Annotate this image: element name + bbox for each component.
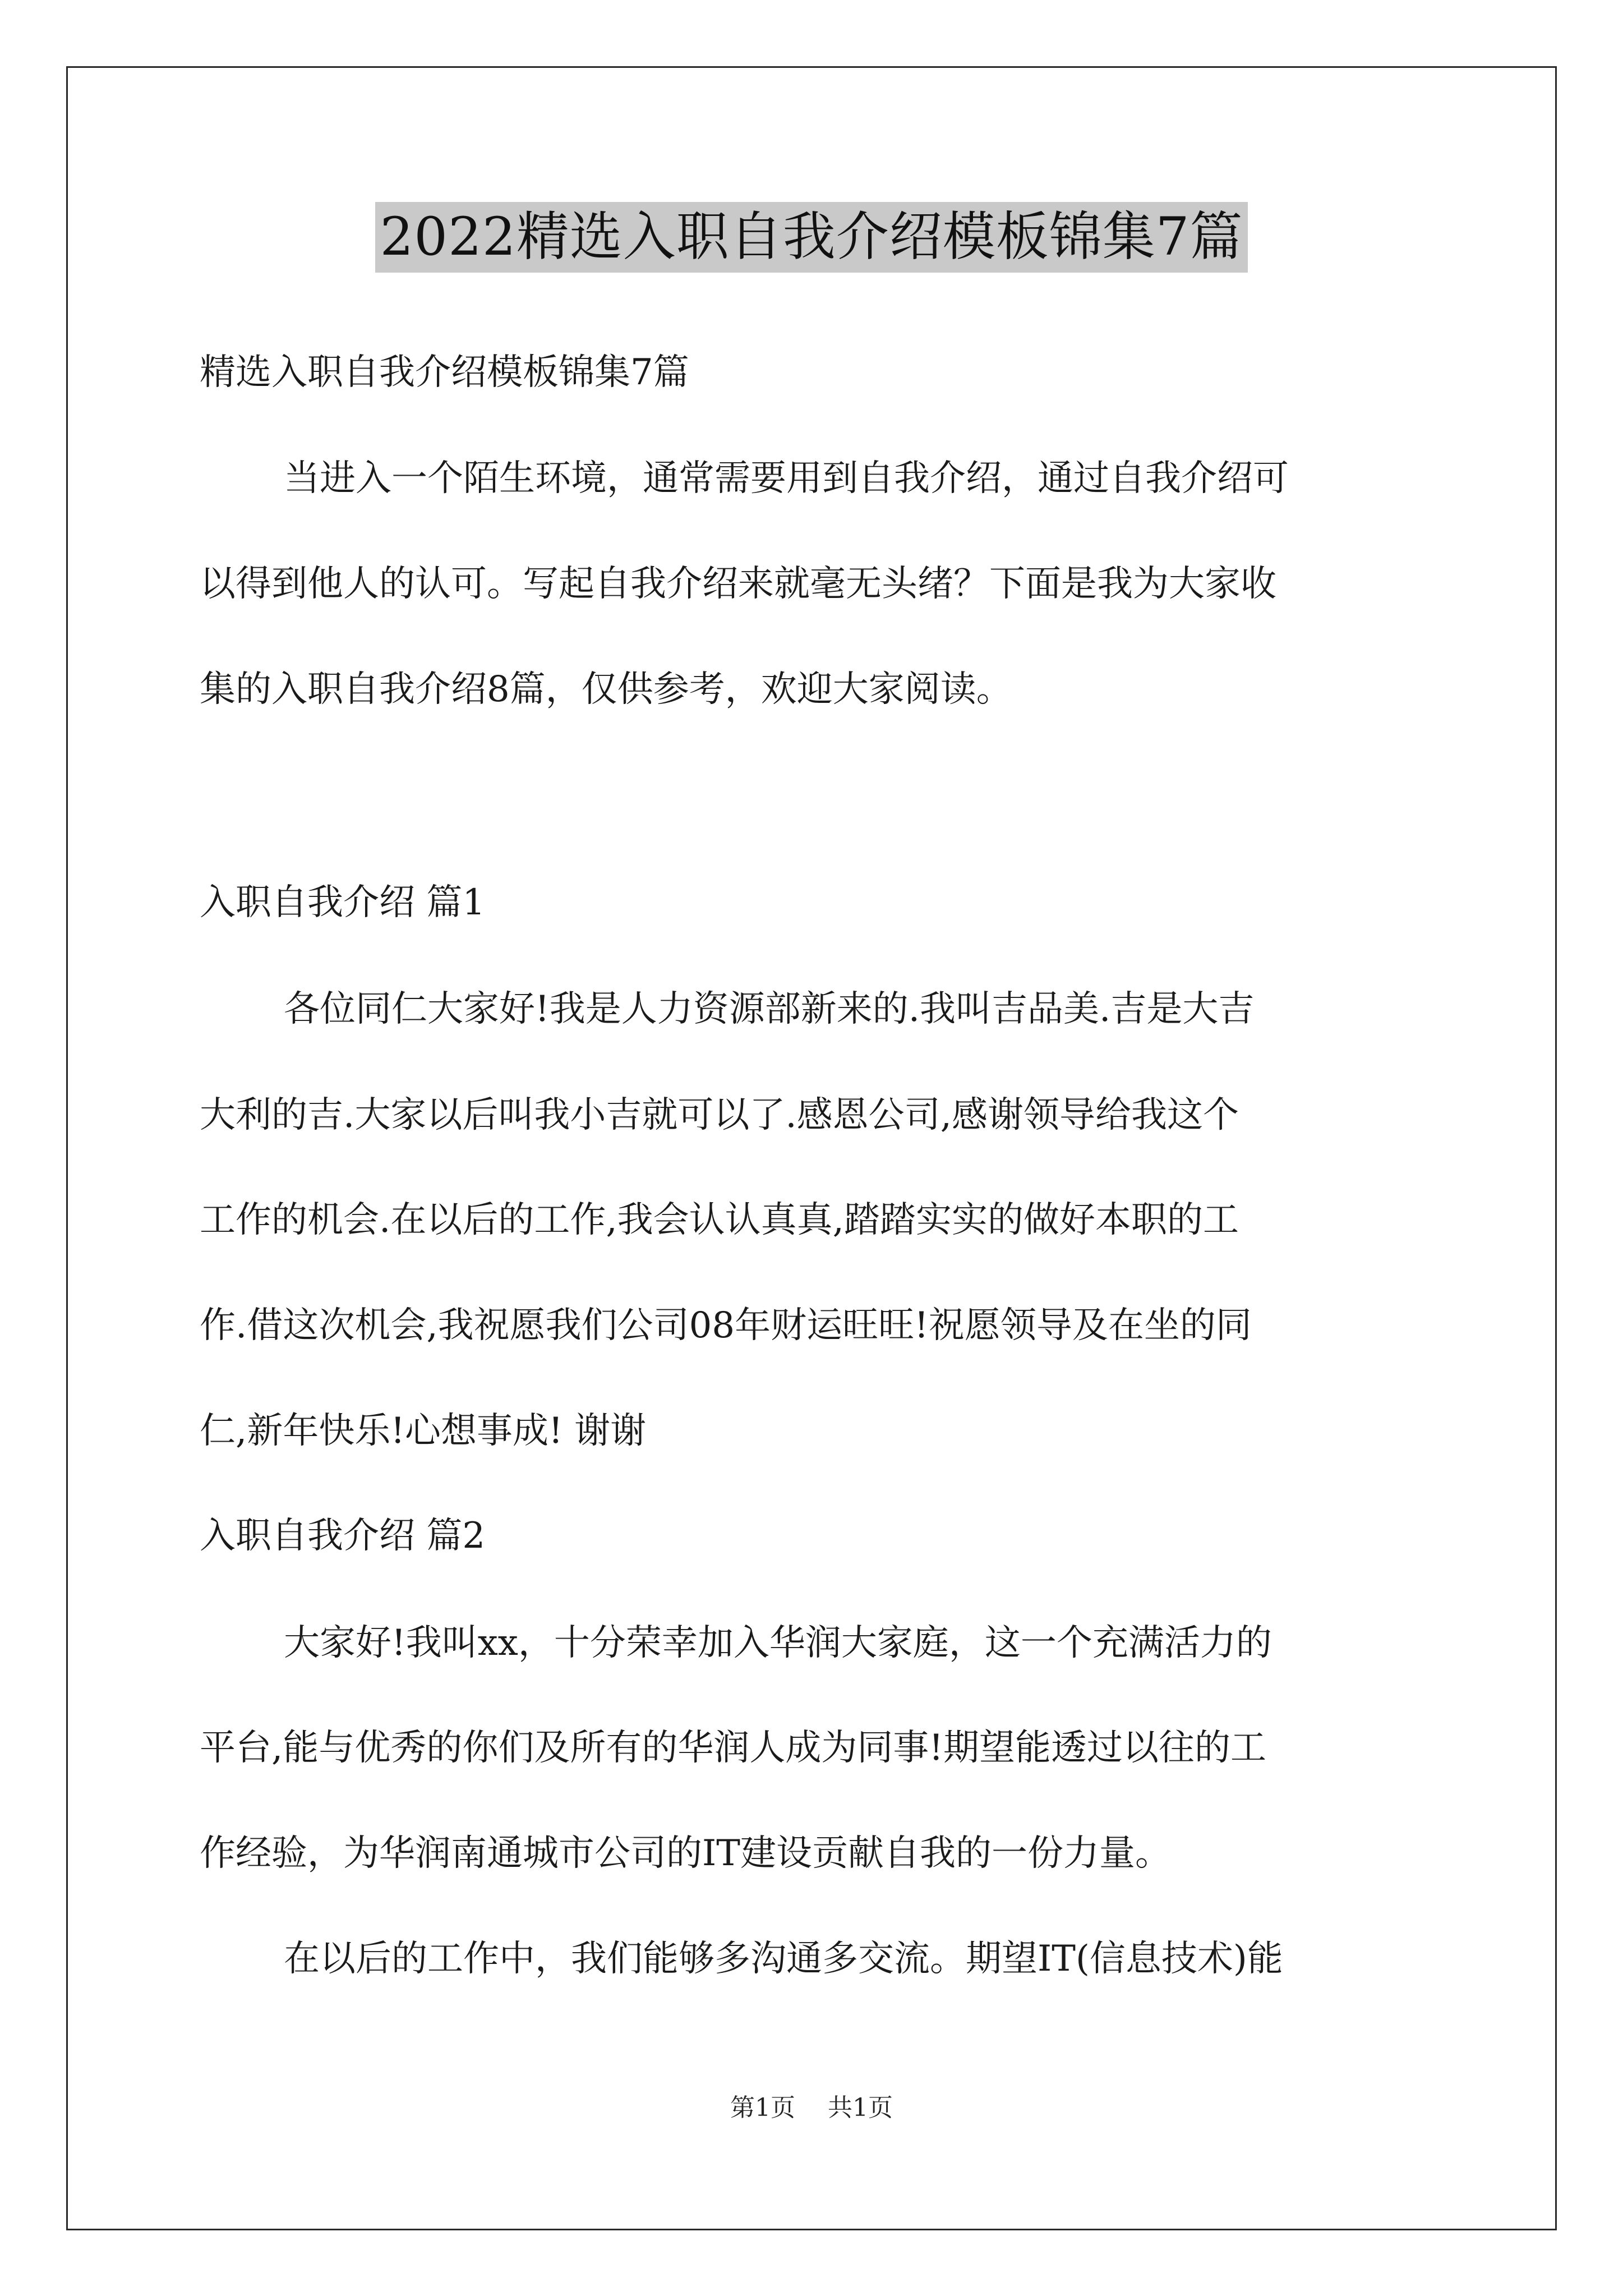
paragraph-line: 大利的吉.大家以后叫我小吉就可以了.感恩公司,感谢领导给我这个	[200, 1094, 1239, 1136]
paragraph-line: 平台,能与优秀的你们及所有的华润人成为同事!期望能透过以往的工	[200, 1727, 1267, 1769]
subtitle: 精选入职自我介绍模板锦集7篇	[200, 352, 689, 393]
section-heading: 入职自我介绍 篇2	[200, 1515, 486, 1557]
section-heading: 入职自我介绍 篇1	[200, 882, 486, 923]
title-container	[0, 202, 1623, 273]
page-number: 第1页	[730, 2093, 795, 2122]
intro-line: 集的入职自我介绍8篇，仅供参考，欢迎大家阅读。	[200, 669, 1012, 710]
document-title: 2022精选入职自我介绍模板锦集7篇	[375, 202, 1247, 273]
paragraph-line: 工作的机会.在以后的工作,我会认认真真,踏踏实实的做好本职的工	[200, 1199, 1239, 1241]
page-total: 共1页	[828, 2093, 893, 2122]
page-footer	[0, 2091, 1623, 2125]
paragraph-line: 大家好!我叫xx，十分荣幸加入华润大家庭，这一个充满活力的	[284, 1622, 1272, 1664]
paragraph-line: 作.借这次机会,我祝愿我们公司08年财运旺旺!祝愿领导及在坐的同	[200, 1305, 1252, 1346]
paragraph-line: 仁,新年快乐!心想事成! 谢谢	[200, 1410, 647, 1452]
intro-line: 当进入一个陌生环境，通常需要用到自我介绍，通过自我介绍可	[284, 458, 1289, 499]
paragraph-line: 在以后的工作中，我们能够多沟通多交流。期望IT(信息技术)能	[284, 1938, 1283, 1980]
paragraph-line: 作经验，为华润南通城市公司的IT建设贡献自我的一份力量。	[200, 1833, 1171, 1874]
paragraph-line: 各位同仁大家好!我是人力资源部新来的.我叫吉品美.吉是大吉	[284, 988, 1255, 1030]
intro-line: 以得到他人的认可。写起自我介绍来就毫无头绪？下面是我为大家收	[200, 563, 1276, 605]
